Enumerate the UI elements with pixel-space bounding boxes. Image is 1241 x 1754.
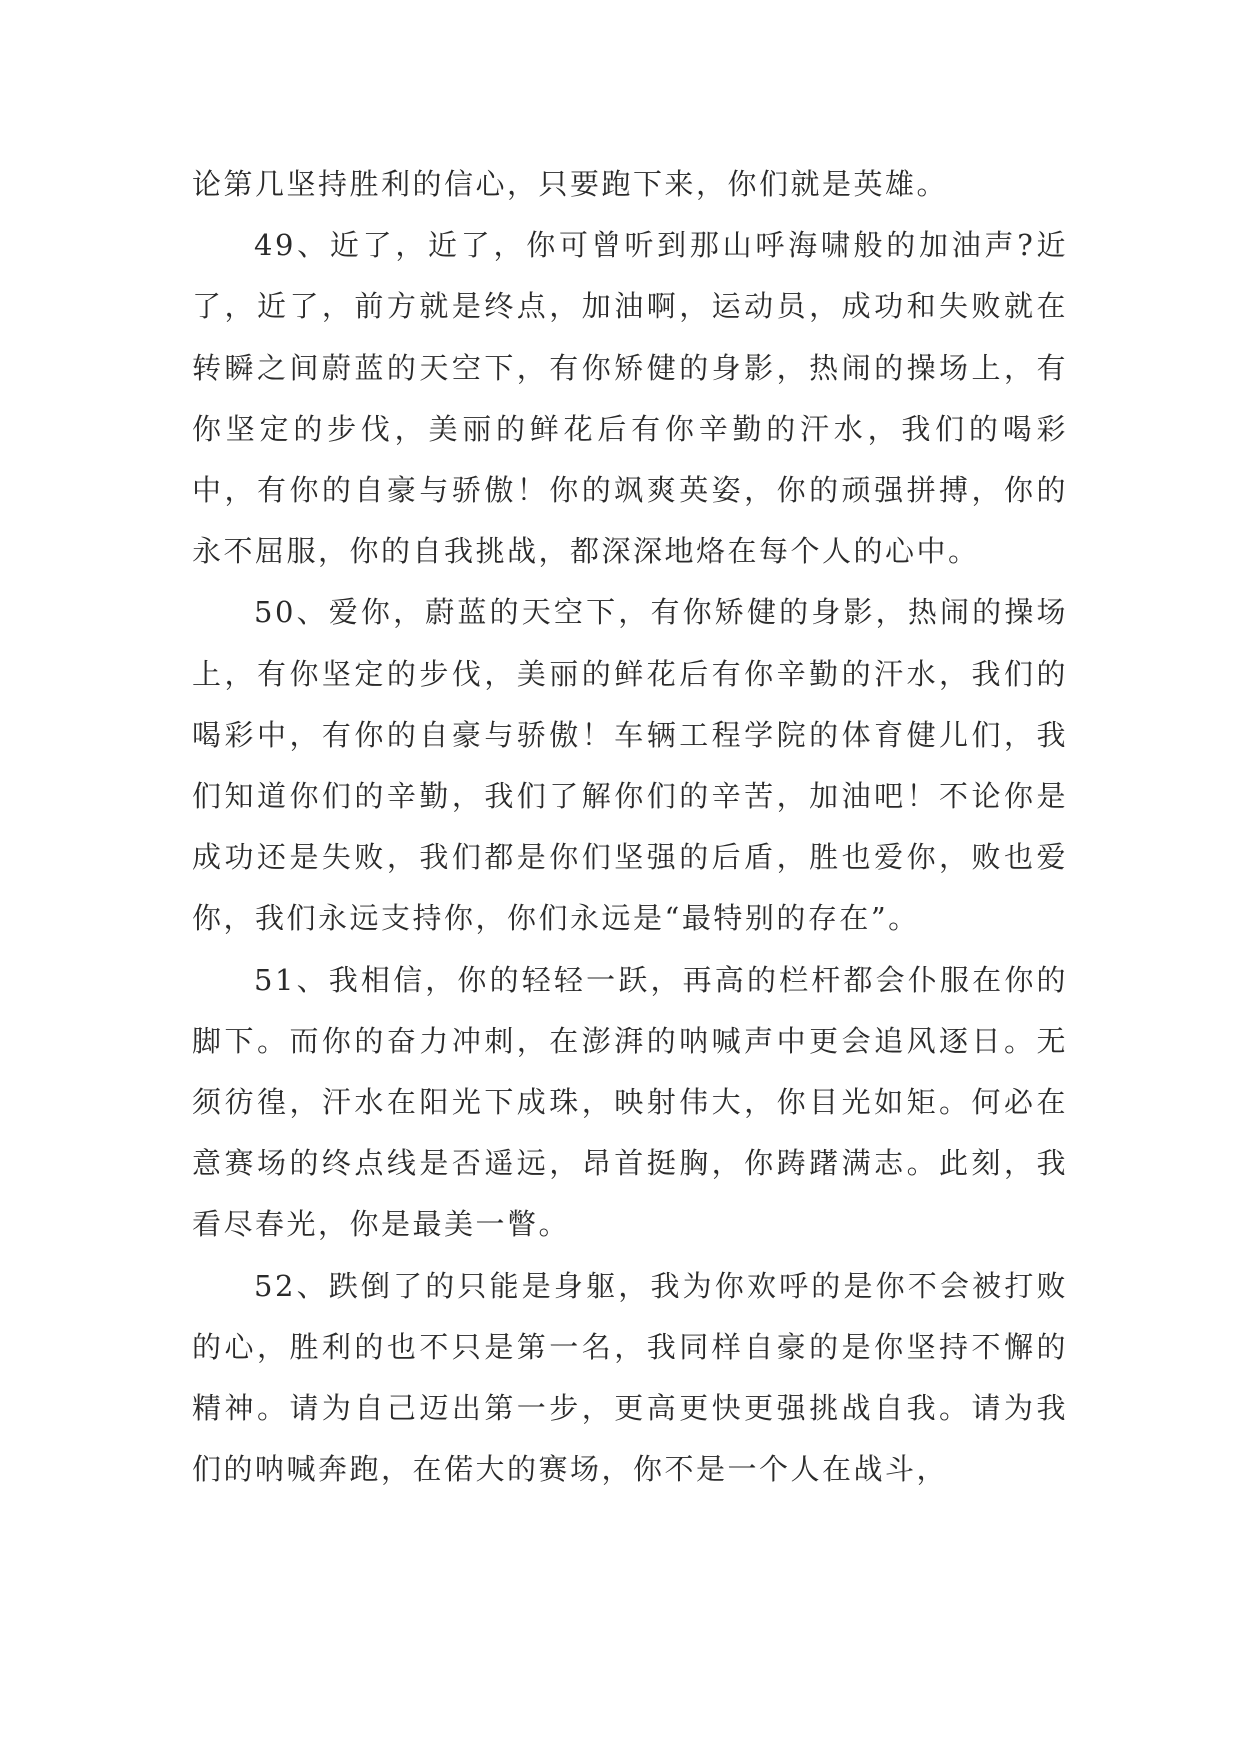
paragraph-51: 51、我相信，你的轻轻一跃，再高的栏杆都会仆服在你的脚下。而你的奋力冲刺，在澎湃的呐喊声中更会追风逐日。无须彷徨，汗水在阳光下成珠，映射伟大，你目光如矩。何必在意赛场的终点线是否遥远，昂首挺胸，你踌躇满志。此刻，我看尽春光，你是最美一瞥。 xyxy=(192,962,1068,1242)
paragraph-continuation: 论第几坚持胜利的信心，只要跑下来，你们就是英雄。 xyxy=(192,167,949,201)
document-body xyxy=(192,154,1068,1500)
paragraph-50: 50、爱你，蔚蓝的天空下，有你矫健的身影，热闹的操场上，有你坚定的步伐，美丽的鲜花后有你辛勤的汗水，我们的喝彩中，有你的自豪与骄傲！车辆工程学院的体育健儿们，我们知道你们的辛勤，我们了解你们的辛苦，加油吧！不论你是成功还是失败，我们都是你们坚强的后盾，胜也爱你，败也爱你，我们永远支持你，你们永远是“最特别的存在”。 xyxy=(192,595,1068,936)
paragraph-49: 49、近了，近了，你可曾听到那山呼海啸般的加油声?近了，近了，前方就是终点，加油啊，运动员，成功和失败就在转瞬之间蔚蓝的天空下，有你矫健的身影，热闹的操场上，有你坚定的步伐，美丽的鲜花后有你辛勤的汗水，我们的喝彩中，有你的自豪与骄傲！你的飒爽英姿，你的顽强拼搏，你的永不屈服，你的自我挑战，都深深地烙在每个人的心中。 xyxy=(192,228,1068,569)
paragraph-52: 52、跌倒了的只能是身躯，我为你欢呼的是你不会被打败的心，胜利的也不只是第一名，我同样自豪的是你坚持不懈的精神。请为自己迈出第一步，更高更快更强挑战自我。请为我们的呐喊奔跑，在偌大的赛场，你不是一个人在战斗， xyxy=(192,1268,1068,1487)
